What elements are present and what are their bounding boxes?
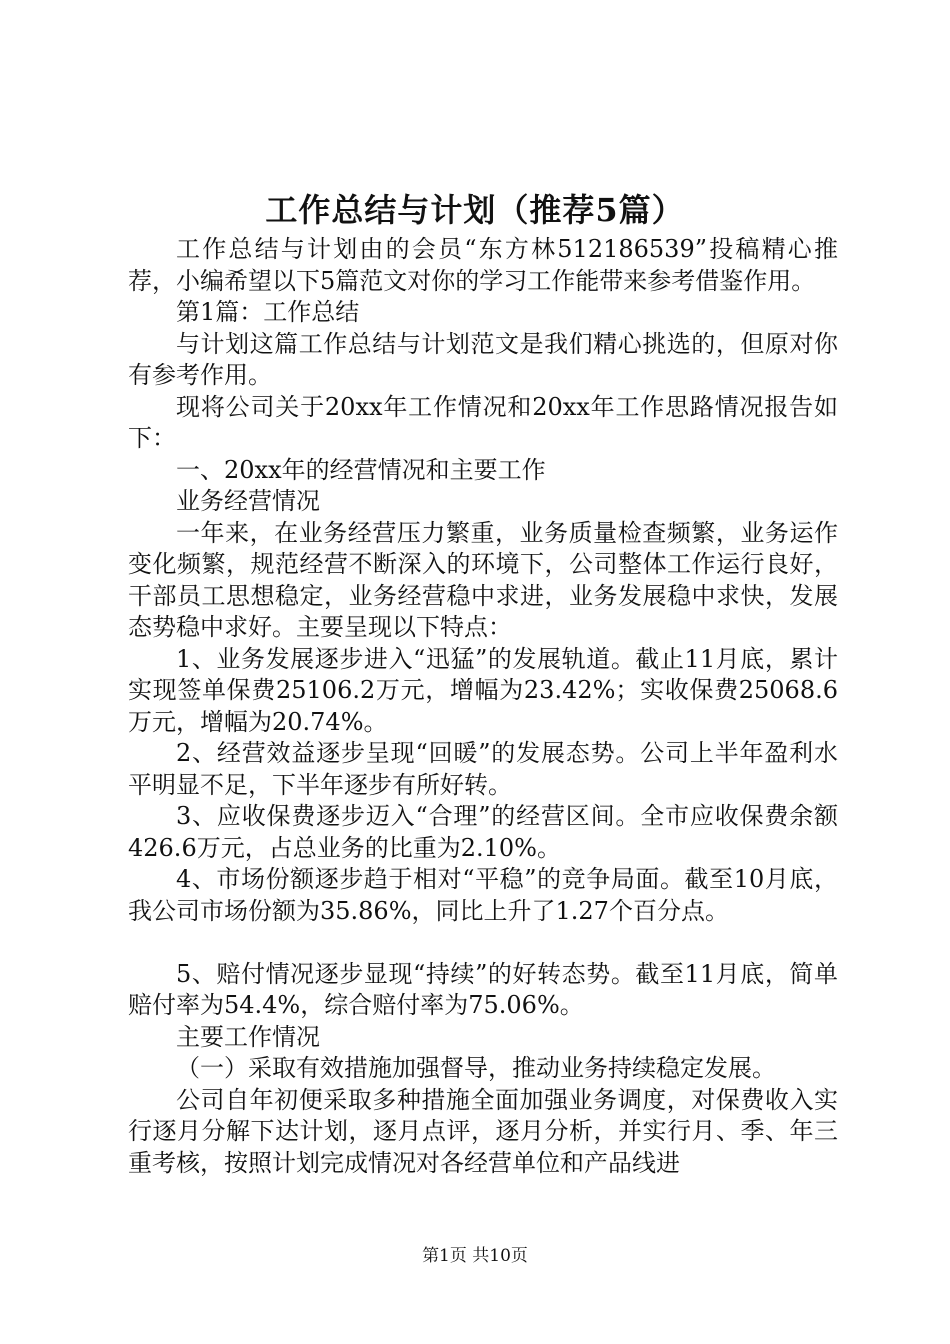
paragraph-point-3: 3、应收保费逐步迈入“合理”的经营区间。全市应收保费余额426.6万元，占总业务的比重为2.10%。: [128, 802, 838, 862]
paragraph-heading-operations: 一、20xx年的经营情况和主要工作: [176, 455, 546, 484]
page-footer: 第1页 共10页: [422, 1246, 528, 1266]
paragraph-report-intro: 现将公司关于20xx年工作情况和20xx年工作思路情况报告如下：: [128, 392, 838, 452]
page-title: 工作总结与计划（推荐5篇）: [265, 191, 685, 229]
paragraph-overview: 一年来，在业务经营压力繁重，业务质量检查频繁，业务运作变化频繁，规范经营不断深入的环境下，公司整体工作运行良好，干部员工思想稳定，业务经营稳中求进，业务发展稳中求快，发展态势稳中求好。主要呈现以下特点：: [128, 518, 838, 641]
paragraph-point-1: 1、业务发展逐步进入“迅猛”的发展轨道。截止11月底，累计实现签单保费25106.2万元，增幅为23.42%；实收保费25068.6万元，增幅为20.74%。: [128, 644, 838, 736]
paragraph-point-2: 2、经营效益逐步呈现“回暖”的发展态势。公司上半年盈利水平明显不足，下半年逐步有所好转。: [128, 739, 838, 799]
paragraph-section-heading-1: 第1篇：工作总结: [176, 298, 360, 326]
document-body: [128, 234, 838, 1179]
paragraph-preface: 与计划这篇工作总结与计划范文是我们精心挑选的，但原对你有参考作用。: [128, 329, 838, 389]
paragraph-subheading-main-work: 主要工作情况: [176, 1022, 320, 1051]
paragraph-point-5: 5、赔付情况逐步显现“持续”的好转态势。截至11月底，简单赔付率为54.4%，综合赔付率为75.06%。: [128, 959, 838, 1019]
paragraph-work-item-1: （一）采取有效措施加强督导，推动业务持续稳定发展。: [176, 1054, 776, 1082]
paragraph-work-detail: 公司自年初便采取多种措施全面加强业务调度，对保费收入实行逐月分解下达计划，逐月点评，逐月分析，并实行月、季、年三重考核，按照计划完成情况对各经营单位和产品线进: [128, 1085, 838, 1177]
paragraph-subheading-business: 业务经营情况: [176, 487, 320, 515]
blank-line: [128, 927, 838, 959]
paragraph-intro: 工作总结与计划由的会员“东方林512186539”投稿精心推荐，小编希望以下5篇范文对你的学习工作能带来参考借鉴作用。: [128, 235, 838, 295]
paragraph-point-4: 4、市场份额逐步趋于相对“平稳”的竞争局面。截至10月底，我公司市场份额为35.86%，同比上升了1.27个百分点。: [128, 865, 838, 925]
